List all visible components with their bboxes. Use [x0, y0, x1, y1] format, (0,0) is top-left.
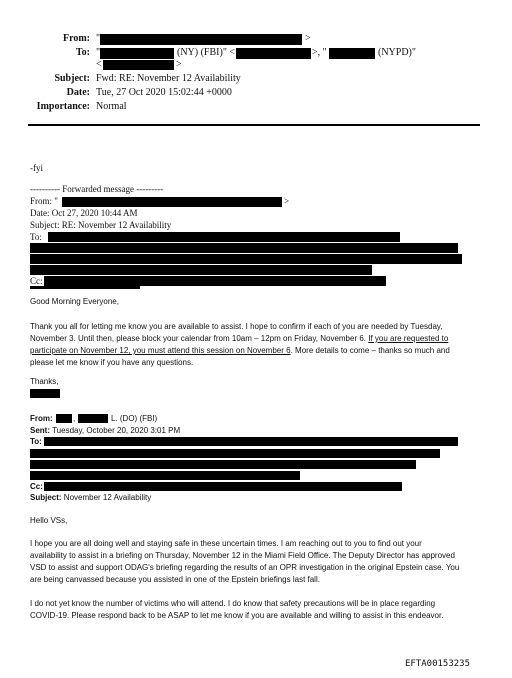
fwd-subject: Subject: RE: November 12 Availability [30, 220, 172, 230]
redaction-signature [30, 389, 60, 398]
to-org2: (NYPD)" [378, 47, 416, 58]
p1-line1: Thank you all for letting me know you are available to assist. I hope to confirm if each of you are needed by Tuesday, [30, 322, 443, 331]
p1-line2-underlined: If you are requested to [368, 334, 449, 343]
to-label: To: [75, 47, 90, 58]
p2-line3: VSD to assist and support ODAG's briefing regarding the results of an OPR investigation in the original Epstein case. You [30, 563, 460, 572]
bates-number: EFTA00153235 [405, 659, 471, 669]
redaction-orig-from-1 [56, 414, 72, 423]
orig-from-label: From: [30, 414, 53, 423]
hello-text: Hello VSs, [30, 516, 68, 525]
redaction-fwd-cc-1 [44, 276, 386, 286]
p2-line1: I hope you are all doing well and staying safe in these uncertain times. I am reaching out to you to find out your [30, 539, 422, 548]
fwd-from-close: > [284, 196, 290, 206]
from-label: From: [62, 33, 90, 44]
redaction-orig-to-4 [30, 471, 300, 480]
redaction-fwd-to-2 [30, 243, 458, 253]
redaction-orig-to-2 [30, 449, 440, 458]
from-close: > [305, 33, 311, 44]
thanks-text: Thanks, [30, 377, 59, 386]
forwarded-marker: ---------- Forwarded message --------- [30, 184, 164, 194]
p1-line4: please let me know if you have any questions. [30, 358, 194, 367]
redaction-orig-to-1 [44, 437, 458, 446]
subject-value: Fwd: RE: November 12 Availability [96, 73, 241, 84]
p1-line3 [30, 345, 490, 357]
importance-label: Importance: [36, 101, 90, 112]
to-quote: " [96, 47, 101, 58]
orig-from-name: L. (DO) (FBI) [111, 414, 158, 423]
redaction-orig-to-3 [30, 460, 416, 469]
redaction-orig-from-2 [78, 414, 108, 423]
p1-line3-underlined: participate on November 12, you must attend this session on November 6 [30, 346, 291, 355]
importance-value: Normal [96, 101, 127, 112]
date-value: Tue, 27 Oct 2020 15:02:44 +0000 [96, 87, 232, 98]
orig-subject-label: Subject: [30, 493, 62, 502]
to-org1: (NY) (FBI)" < [177, 47, 236, 58]
p2-line4: are being canvassed because you assisted in one of the Epstein briefings last fall. [30, 575, 320, 584]
p2-line2: availability to assist in a briefing on Thursday, November 12 in the Miami Field Office. The Deputy Director has approved [30, 551, 455, 560]
p1-line2-text: November 3. Until then, please block your calendar from 10am – 12pm on Friday, November 6. [30, 334, 369, 343]
orig-subject-value: November 12 Availability [63, 493, 152, 502]
p3-line2: COVID-19. Please respond back to be ASAP to let me know if you are available and willing to assist in this endeavor. [30, 611, 444, 620]
p3-line1: I do not yet know the number of victims who will attend. I do know that safety precautions will be in place regarding [30, 599, 436, 608]
redaction-fwd-to-3 [30, 254, 462, 264]
orig-sent-value: Tuesday, October 20, 2020 3:01 PM [52, 426, 181, 435]
orig-subject-line [30, 493, 151, 502]
redaction-fwd-to-4 [30, 265, 372, 275]
redaction-fwd-to-1 [48, 232, 400, 242]
fwd-from-label: From: " [30, 196, 58, 206]
redaction-fwd-from [62, 197, 282, 207]
orig-sent-line [30, 426, 180, 435]
to-line2-open: < [96, 59, 102, 70]
orig-to-label: To: [30, 437, 42, 446]
paragraph-3 [30, 598, 490, 622]
greeting-text: Good Morning Everyone, [30, 297, 119, 306]
redaction-fwd-cc-2 [30, 286, 140, 289]
p1-line2 [30, 333, 490, 345]
to-separator: >, " [312, 47, 327, 58]
to-line2-close: > [176, 59, 182, 70]
fwd-to-label: To: [30, 232, 42, 242]
orig-sent-label: Sent: [30, 426, 50, 435]
redaction-to-email1 [236, 48, 311, 59]
redaction-from [100, 34, 302, 45]
redaction-to-name1 [100, 48, 174, 59]
redaction-to-email2 [103, 60, 174, 70]
fwd-cc-label: Cc: [30, 276, 43, 286]
date-label: Date: [66, 87, 90, 98]
fyi-text: -fyi [30, 163, 43, 173]
paragraph-2 [30, 538, 490, 586]
redaction-to-name2 [329, 48, 375, 59]
header-divider [28, 124, 480, 126]
orig-cc-label: Cc: [30, 482, 43, 491]
orig-from-comma: , [73, 414, 76, 423]
paragraph-1 [30, 321, 490, 369]
subject-label: Subject: [54, 73, 90, 84]
from-quote: " [96, 33, 101, 44]
redaction-orig-cc [44, 482, 402, 491]
p1-line3-text: . More details to come – thanks so much and [290, 346, 450, 355]
fwd-date: Date: Oct 27, 2020 10:44 AM [30, 208, 138, 218]
